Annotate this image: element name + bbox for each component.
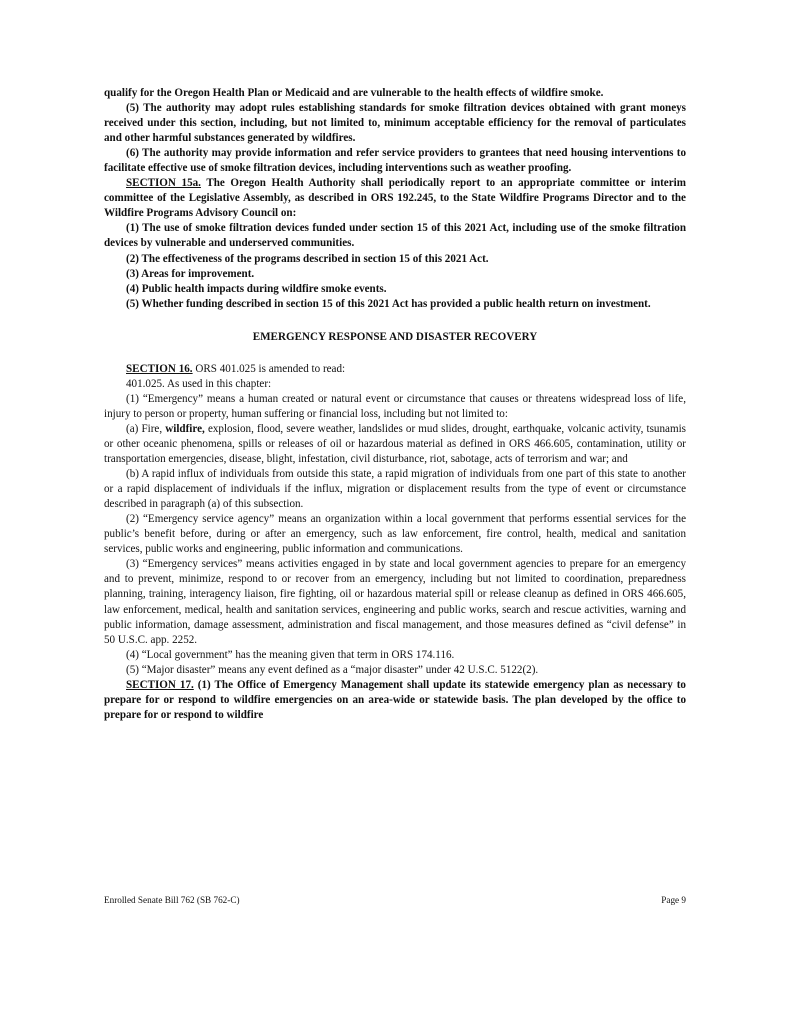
section-15a-intro xyxy=(104,176,686,221)
definition-1a-post: explosion, flood, severe weather, landslides or mud slides, drought, earthquake, volcanic activity, tsunamis or other oceanic phenomena, spills or releases of oil or hazardous material as defined in ORS 466.605, contamination, utility or transportation emergencies, disease, blight, infestation, civil disturbance, riot, sabotage, acts of terrorism and war; and xyxy=(104,422,686,466)
section-16-intro xyxy=(104,362,686,377)
section-15a-intro-text: The Oregon Health Authority shall periodically report to an appropriate committee or interim committee of the Legislative Assembly, as described in ORS 192.245, to the State Wildfire Programs Director and to the Wildfire Programs Advisory Council on: xyxy=(104,177,686,220)
section-15a-label: SECTION 15a. xyxy=(126,177,201,190)
section-16-label: SECTION 16. xyxy=(126,362,193,375)
section-16-intro-text: ORS 401.025 is amended to read: xyxy=(192,362,346,375)
definition-4: (4) “Local government” has the meaning given that term in ORS 174.116. xyxy=(126,648,455,661)
paragraph-top-2: (5) The authority may adopt rules establishing standards for smoke filtration devices obtained with grant moneys received under this section, including, but not limited to, minimum acceptable efficiency for the removal of particulates and other harmful substances generated by wildfires. xyxy=(104,102,686,145)
definition-1b: (b) A rapid influx of individuals from outside this state, a rapid migration of individuals from one part of this state to another or a rapid displacement of individuals if the influx, migration or displacement results from the type of event or circumstance described in paragraph (a) of this subsection. xyxy=(104,468,686,511)
definition-1: (1) “Emergency” means a human created or natural event or circumstance that causes or threatens widespread loss of life, injury to person or property, human suffering or financial loss, including but not limited to: xyxy=(104,392,686,420)
section-17-label: SECTION 17. xyxy=(126,678,194,691)
section-heading: EMERGENCY RESPONSE AND DISASTER RECOVERY xyxy=(252,330,538,343)
section-15a-item-3: (3) Areas for improvement. xyxy=(126,267,255,280)
section-15a-item-4: (4) Public health impacts during wildfire smoke events. xyxy=(126,282,387,295)
definition-1a xyxy=(104,422,686,467)
footer-bill-name: Enrolled Senate Bill 762 (SB 762-C) xyxy=(104,895,240,905)
definition-5: (5) “Major disaster” means any event defined as a “major disaster” under 42 U.S.C. 5122(2). xyxy=(126,663,539,676)
document-page xyxy=(104,86,686,723)
section-17 xyxy=(104,678,686,723)
section-17-text: (1) The Office of Emergency Management shall update its statewide emergency plan as necessary to prepare for or respond to wildfire emergencies on an area-wide or statewide basis. The plan developed by the office to prepare for or respond to wildfire xyxy=(104,678,686,721)
definition-1a-pre: (a) Fire, xyxy=(126,422,166,435)
paragraph-top-3: (6) The authority may provide information and refer service providers to grantees that need housing interventions to facilitate effective use of smoke filtration devices, including interventions such as weather proofing. xyxy=(104,147,686,175)
section-15a-item-1: (1) The use of smoke filtration devices funded under section 15 of this 2021 Act, including use of the smoke filtration devices by vulnerable and underserved communities. xyxy=(104,222,686,250)
section-15a-item-2: (2) The effectiveness of the programs described in section 15 of this 2021 Act. xyxy=(126,252,489,265)
section-16-lead: 401.025. As used in this chapter: xyxy=(126,377,272,390)
section-15a-item-5: (5) Whether funding described in section 15 of this 2021 Act has provided a public health return on investment. xyxy=(126,297,651,310)
footer-page-number: Page 9 xyxy=(661,895,686,905)
page-footer xyxy=(104,895,686,905)
definition-2: (2) “Emergency service agency” means an organization within a local government that performs essential services for the public’s benefit before, during or after an emergency, such as law enforcement, fire control, health, medical and sanitation services, public works and engineering, public information and communications. xyxy=(104,513,686,556)
paragraph-top-1: qualify for the Oregon Health Plan or Medicaid and are vulnerable to the health effects of wildfire smoke. xyxy=(104,87,604,99)
definition-3: (3) “Emergency services” means activities engaged in by state and local government agencies to prepare for an emergency and to prevent, minimize, respond to or recover from an emergency, including but not limited to coordination, preparedness planning, training, interagency liaison, fire fighting, oil or hazardous material spill or release cleanup as defined in ORS 466.605, law enforcement, medical, health and sanitation services, engineering and public works, search and rescue activities, warning and public information, damage assessment, administration and fiscal management, and those measures defined as “civil defense” in 50 U.S.C. app. 2252. xyxy=(104,558,686,646)
definition-1a-bold: wildfire, xyxy=(165,422,205,435)
